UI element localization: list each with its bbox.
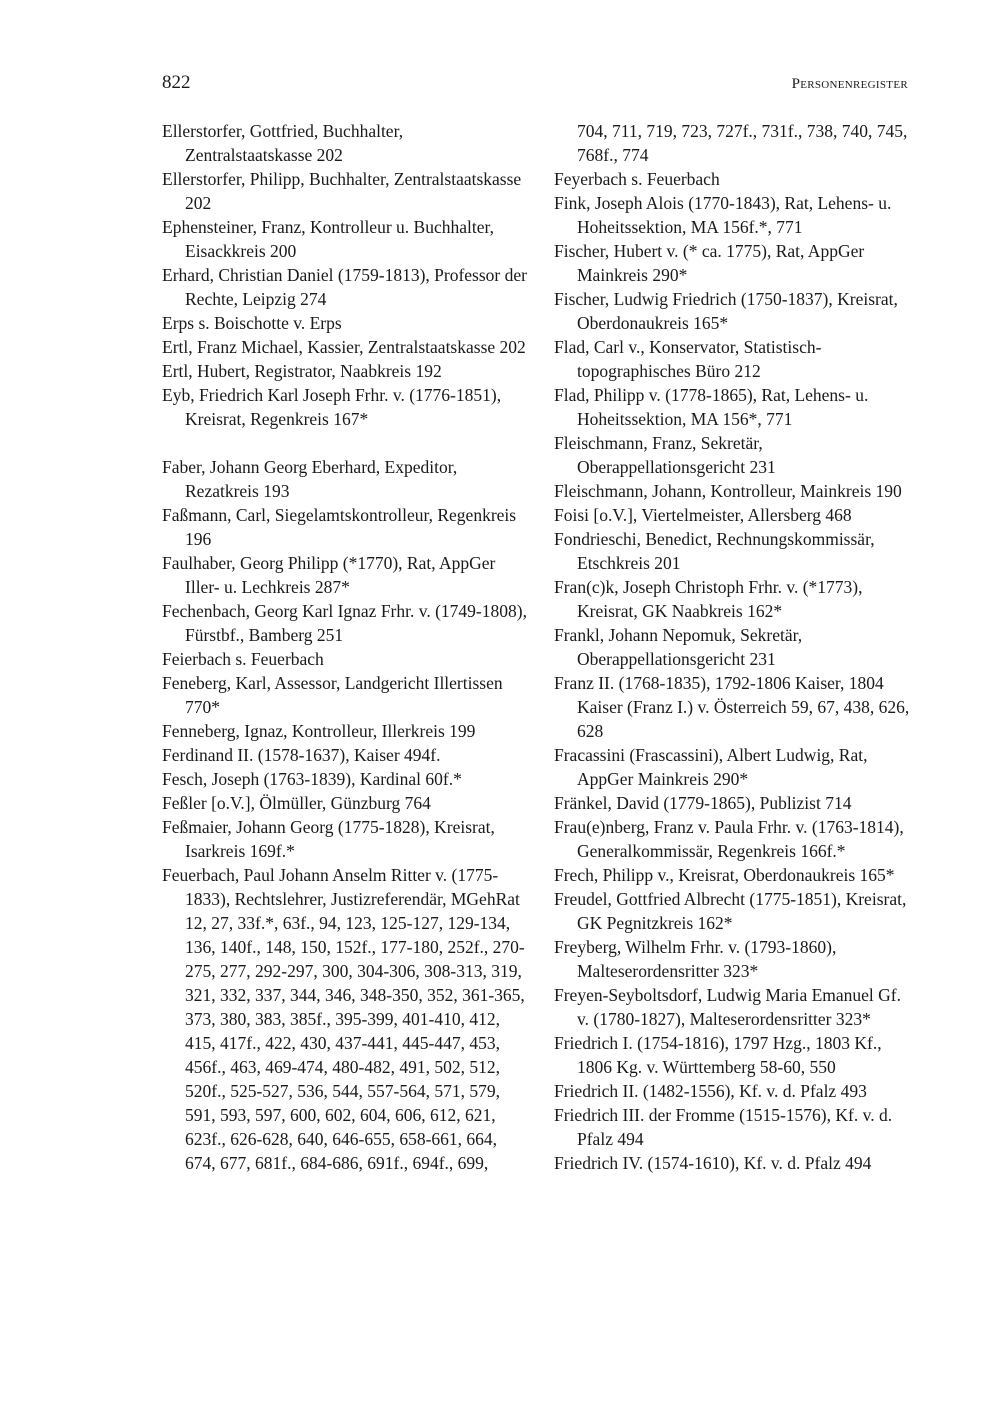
index-entry: Ellerstorfer, Gottfried, Buchhalter, Zentralstaatskasse 202 xyxy=(162,121,404,165)
index-entry: Franz II. (1768-1835), 1792-1806 Kaiser, 1804 Kaiser (Franz I.) v. Österreich 59, 67, 438, 626, 628 xyxy=(554,673,910,741)
index-entry: Freyen-Seyboltsdorf, Ludwig Maria Emanuel Gf. v. (1780-1827), Malteserordensritter 323* xyxy=(554,985,902,1029)
index-entry: Ephensteiner, Franz, Kontrolleur u. Buchhalter, Eisackkreis 200 xyxy=(162,217,494,261)
index-entry: Feßler [o.V.], Ölmüller, Günzburg 764 xyxy=(162,793,431,813)
index-entry: Fondrieschi, Benedict, Rechnungskommissär, Etschkreis 201 xyxy=(554,529,875,573)
index-entry: Erhard, Christian Daniel (1759-1813), Professor der Rechte, Leipzig 274 xyxy=(162,265,527,309)
index-entry: Fischer, Hubert v. (* ca. 1775), Rat, AppGer Mainkreis 290* xyxy=(554,241,865,285)
index-entry: Ferdinand II. (1578-1637), Kaiser 494f. xyxy=(162,745,441,765)
index-entry: Erps s. Boischotte v. Erps xyxy=(162,313,342,333)
running-head: Personenregister xyxy=(791,76,908,92)
index-entry: Friedrich II. (1482-1556), Kf. v. d. Pfalz 493 xyxy=(554,1081,867,1101)
index-entry: Ertl, Franz Michael, Kassier, Zentralstaatskasse 202 xyxy=(162,337,526,357)
index-column-left xyxy=(162,119,532,1175)
index-entry: Feneberg, Karl, Assessor, Landgericht Illertissen 770* xyxy=(162,673,503,717)
index-entry: Feuerbach, Paul Johann Anselm Ritter v. (1775-1833), Rechtslehrer, Justizreferendär, MGehRat 12, 27, 33f.*, 63f., 94, 123, 125-127, 129-134, 136, 140f., 148, 150, 152f., 177-180, 252f., 270-275, 277, 292-297, 300, 304-306, 308-313, 319, 321, 332, 337, 344, 346, 348-350, 352, 361-365, 373, 380, 383, 385f., 395-399, 401-410, 412, 415, 417f., 422, 430, 437-441, 445-447, 453, 456f., 463, 469-474, 480-482, 491, 502, 512, 520f., 525-527, 536, 544, 557-564, 571, 579, 591, 593, 597, 600, 602, 604, 606, 612, 621, 623f., 626-628, 640, 646-655, 658-661, 664, 674, 677, 681f., 684-686, 691f., 694f., 699, xyxy=(162,865,525,1173)
index-entry: Ellerstorfer, Philipp, Buchhalter, Zentralstaatskasse 202 xyxy=(162,169,522,213)
index-entry: Fleischmann, Franz, Sekretär, Oberappellationsgericht 231 xyxy=(554,433,776,477)
index-entry: Ertl, Hubert, Registrator, Naabkreis 192 xyxy=(162,361,442,381)
index-entry: Faulhaber, Georg Philipp (*1770), Rat, AppGer Iller- u. Lechkreis 287* xyxy=(162,553,496,597)
index-entry: Eyb, Friedrich Karl Joseph Frhr. v. (1776-1851), Kreisrat, Regenkreis 167* xyxy=(162,385,502,429)
index-entry: Faßmann, Carl, Siegelamtskontrolleur, Regenkreis 196 xyxy=(162,505,517,549)
index-entry: Frankl, Johann Nepomuk, Sekretär, Oberappellationsgericht 231 xyxy=(554,625,803,669)
index-entry: Freudel, Gottfried Albrecht (1775-1851), Kreisrat, GK Pegnitzkreis 162* xyxy=(554,889,907,933)
index-entry: Feyerbach s. Feuerbach xyxy=(554,169,720,189)
index-entry: Feierbach s. Feuerbach xyxy=(162,649,324,669)
index-entry-continued: 704, 711, 719, 723, 727f., 731f., 738, 740, 745, 768f., 774 xyxy=(577,121,908,165)
index-entry: Fenneberg, Ignaz, Kontrolleur, Illerkreis 199 xyxy=(162,721,476,741)
index-entry: Friedrich IV. (1574-1610), Kf. v. d. Pfalz 494 xyxy=(554,1153,872,1173)
index-entry: Feßmaier, Johann Georg (1775-1828), Kreisrat, Isarkreis 169f.* xyxy=(162,817,495,861)
page-number: 822 xyxy=(162,72,191,93)
index-column-right xyxy=(554,119,914,1175)
index-entry: Flad, Philipp v. (1778-1865), Rat, Lehens- u. Hoheitssektion, MA 156*, 771 xyxy=(554,385,869,429)
index-entry: Foisi [o.V.], Viertelmeister, Allersberg 468 xyxy=(554,505,852,525)
index-entry: Fracassini (Frascassini), Albert Ludwig, Rat, AppGer Mainkreis 290* xyxy=(554,745,868,789)
index-entry: Fesch, Joseph (1763-1839), Kardinal 60f.* xyxy=(162,769,462,789)
index-entry: Flad, Carl v., Konservator, Statistisch-topographisches Büro 212 xyxy=(554,337,822,381)
index-entry: Fleischmann, Johann, Kontrolleur, Mainkreis 190 xyxy=(554,481,902,501)
index-entry: Fechenbach, Georg Karl Ignaz Frhr. v. (1749-1808), Fürstbf., Bamberg 251 xyxy=(162,601,527,645)
index-entry: Frech, Philipp v., Kreisrat, Oberdonaukreis 165* xyxy=(554,865,895,885)
index-entry: Friedrich I. (1754-1816), 1797 Hzg., 1803 Kf., 1806 Kg. v. Württemberg 58-60, 550 xyxy=(554,1033,882,1077)
index-entry: Fink, Joseph Alois (1770-1843), Rat, Lehens- u. Hoheitssektion, MA 156f.*, 771 xyxy=(554,193,892,237)
index-entry: Frau(e)nberg, Franz v. Paula Frhr. v. (1763-1814), Generalkommissär, Regenkreis 166f.* xyxy=(554,817,904,861)
letter-group-gap xyxy=(162,431,532,455)
index-entry: Fischer, Ludwig Friedrich (1750-1837), Kreisrat, Oberdonaukreis 165* xyxy=(554,289,898,333)
index-entry: Friedrich III. der Fromme (1515-1576), Kf. v. d. Pfalz 494 xyxy=(554,1105,893,1149)
index-entry: Freyberg, Wilhelm Frhr. v. (1793-1860), Malteserordensritter 323* xyxy=(554,937,837,981)
index-entry: Faber, Johann Georg Eberhard, Expeditor, Rezatkreis 193 xyxy=(162,457,458,501)
index-entry: Fränkel, David (1779-1865), Publizist 714 xyxy=(554,793,852,813)
index-entry: Fran(c)k, Joseph Christoph Frhr. v. (*1773), Kreisrat, GK Naabkreis 162* xyxy=(554,577,863,621)
